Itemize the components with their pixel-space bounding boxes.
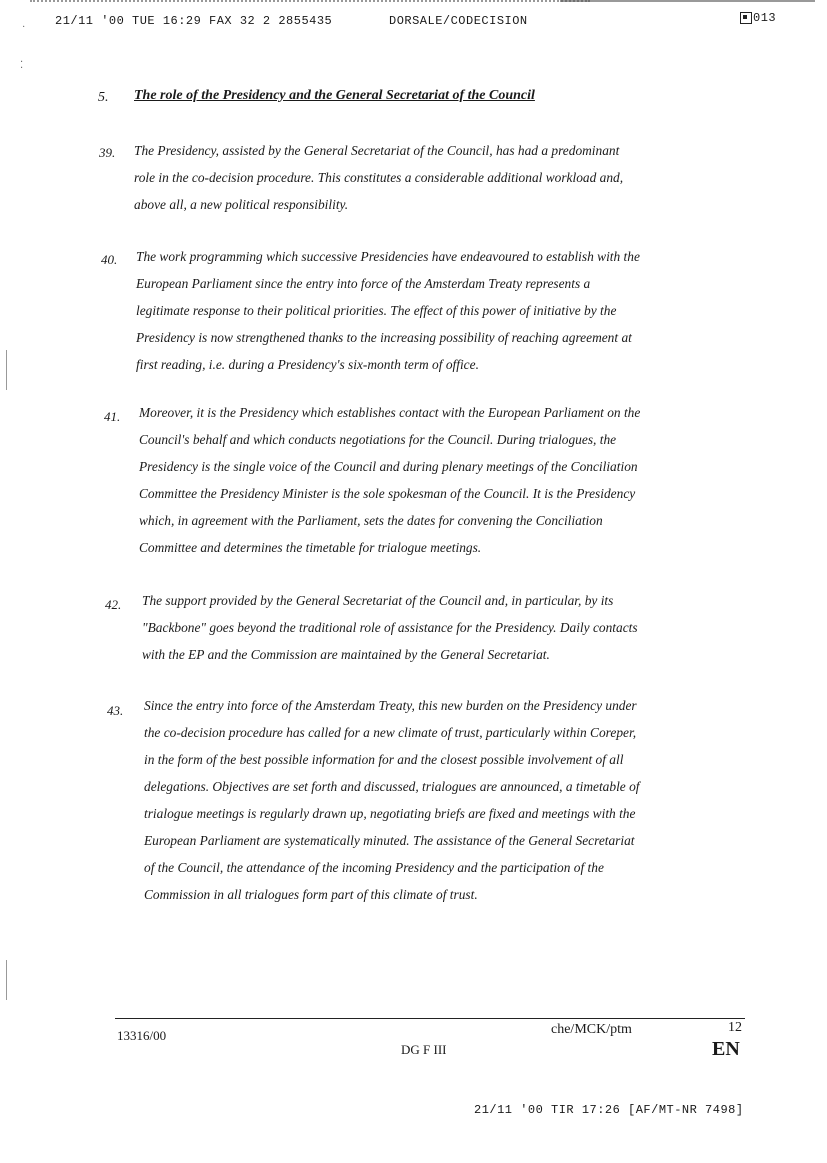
paragraph-line: with the EP and the Commission are maintained by the General Secretariat. (142, 647, 550, 662)
paragraph-line: Committee and determines the timetable for trialogue meetings. (139, 540, 482, 555)
scan-speck: · (22, 22, 26, 33)
paragraph-number: 43. (107, 703, 124, 718)
paragraph-line: role in the co-decision procedure. This constitutes a considerable additional workload and, (134, 170, 624, 185)
footer-initials: che/MCK/ptm (551, 1022, 632, 1037)
fax-transmission-strip (30, 0, 590, 10)
paragraph-40 (136, 243, 736, 378)
paragraph-number: 42. (105, 597, 122, 612)
paragraph-line: trialogue meetings is regularly drawn up, negotiating briefs are fixed and meetings with the (144, 806, 636, 821)
fax-header-page-code (740, 11, 776, 25)
footer-language: EN (712, 1038, 740, 1060)
fax-page-icon (740, 12, 752, 24)
paragraph-43 (144, 692, 744, 908)
paragraph-line: in the form of the best possible information for and the closest possible involvement of all (144, 752, 624, 767)
section-number: 5. (98, 90, 109, 105)
paragraph-line: Council's behalf and which conducts negotiations for the Council. During trialogues, the (139, 432, 617, 447)
paragraph-line: "Backbone" goes beyond the traditional role of assistance for the Presidency. Daily contacts (142, 620, 638, 635)
footer-rule (115, 1018, 745, 1019)
paragraph-line: Commission in all trialogues form part of this climate of trust. (144, 887, 478, 902)
paragraph-line: which, in agreement with the Parliament, sets the dates for convening the Conciliation (139, 513, 603, 528)
paragraph-line: Presidency is now strengthened thanks to the increasing possibility of reaching agreement at (136, 330, 632, 345)
footer-directorate: DG F III (401, 1042, 447, 1057)
paragraph-line: Since the entry into force of the Amsterdam Treaty, this new burden on the Presidency under (144, 698, 637, 713)
paragraph-39 (134, 137, 734, 218)
paragraph-line: of the Council, the attendance of the incoming Presidency and the participation of the (144, 860, 604, 875)
fax-footer-timestamp: 21/11 '00 TIR 17:26 [AF/MT-NR 7498] (474, 1103, 744, 1117)
section-title: The role of the Presidency and the General Secretariat of the Council (134, 88, 535, 103)
paragraph-number: 39. (99, 145, 116, 160)
footer-document-reference: 13316/00 (117, 1028, 167, 1043)
paragraph-line: European Parliament are systematically minuted. The assistance of the General Secretariat (144, 833, 635, 848)
paragraph-line: above all, a new political responsibility. (134, 197, 349, 212)
paragraph-line: The work programming which successive Presidencies have endeavoured to establish with the (136, 249, 640, 264)
footer-page-number: 12 (728, 1020, 742, 1035)
paragraph-line: Presidency is the single voice of the Council and during plenary meetings of the Conciliation (139, 459, 638, 474)
scan-margin-mark (6, 350, 7, 390)
paragraph-line: first reading, i.e. during a Presidency's six-month term of office. (136, 357, 479, 372)
paragraph-line: European Parliament since the entry into force of the Amsterdam Treaty represents a (136, 276, 591, 291)
paragraph-line: The Presidency, assisted by the General Secretariat of the Council, has had a predominant (134, 143, 620, 158)
fax-transmission-line (560, 0, 815, 2)
paragraph-number: 41. (104, 409, 121, 424)
paragraph-41 (139, 399, 739, 561)
paragraph-line: delegations. Objectives are set forth and discussed, trialogues are announced, a timetable of (144, 779, 640, 794)
scan-margin-mark (6, 960, 7, 1000)
paragraph-line: Moreover, it is the Presidency which establishes contact with the European Parliament on the (139, 405, 641, 420)
paragraph-42 (142, 587, 742, 668)
paragraph-line: The support provided by the General Secretariat of the Council and, in particular, by its (142, 593, 614, 608)
fax-header-timestamp: 21/11 '00 TUE 16:29 FAX 32 2 2855435 (55, 14, 333, 28)
fax-header-destination: DORSALE/CODECISION (389, 14, 528, 28)
paragraph-number: 40. (101, 252, 118, 267)
paragraph-line: the co-decision procedure has called for a new climate of trust, particularly within Coreper, (144, 725, 637, 740)
scan-speck: ⁚ (20, 60, 24, 71)
paragraph-line: Committee the Presidency Minister is the sole spokesman of the Council. It is the Presidency (139, 486, 636, 501)
fax-page-code-text: 013 (753, 11, 777, 25)
paragraph-line: legitimate response to their political priorities. The effect of this power of initiative by the (136, 303, 617, 318)
